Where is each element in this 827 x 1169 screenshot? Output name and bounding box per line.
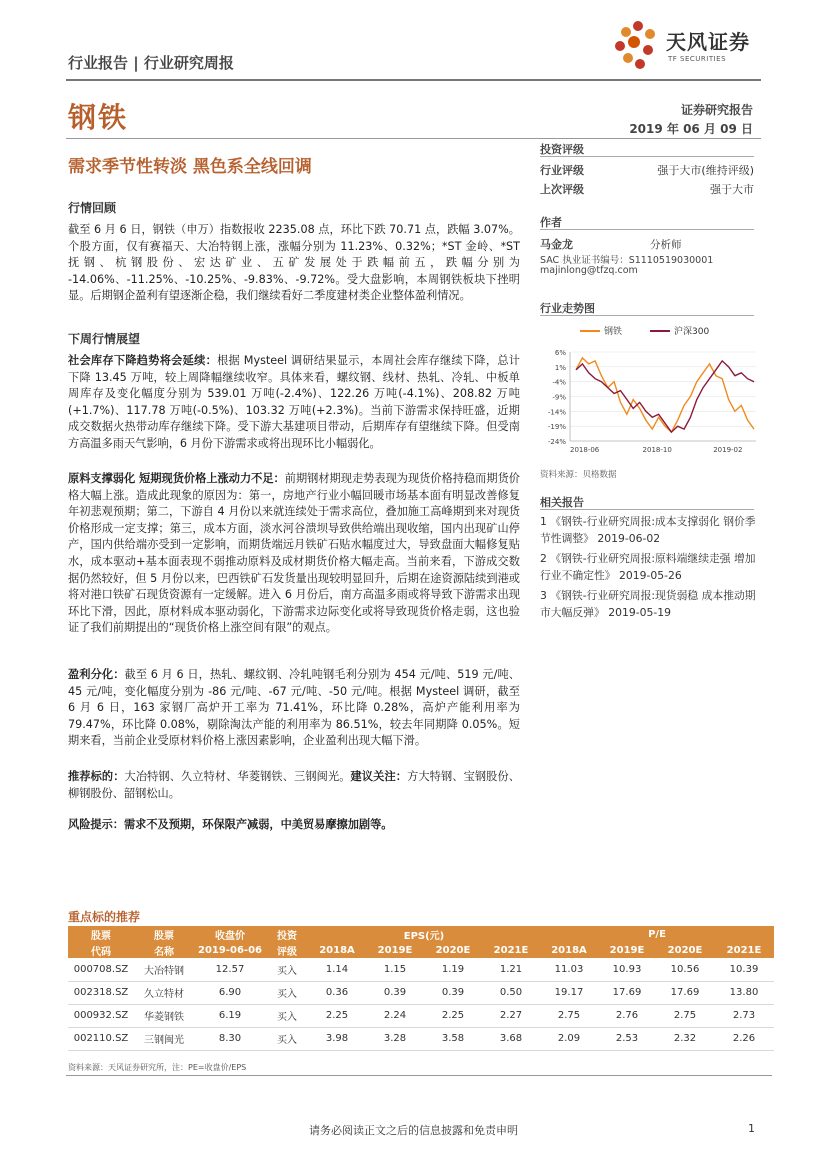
table-cell: 大冶特钢 bbox=[134, 958, 194, 981]
industry-title: 钢铁 bbox=[68, 101, 129, 134]
table-cell: 12.57 bbox=[194, 958, 266, 981]
author-email[interactable]: majinlong@tfzq.com bbox=[540, 265, 638, 276]
header-cell: 2019-06-06 bbox=[194, 942, 266, 958]
table-cell: 10.39 bbox=[714, 958, 774, 981]
table-cell: 10.56 bbox=[656, 958, 714, 981]
table-cell: 1.14 bbox=[308, 958, 366, 981]
header-cell: 评级 bbox=[266, 942, 308, 958]
table-cell: 2.25 bbox=[308, 1004, 366, 1027]
header-cell: 代码 bbox=[68, 942, 134, 958]
risk-paragraph bbox=[68, 817, 520, 834]
y-tick-label: -19% bbox=[547, 423, 566, 432]
table-cell: 2.24 bbox=[366, 1004, 424, 1027]
table-cell: 002110.SZ bbox=[68, 1027, 134, 1050]
rating-label: 行业评级 bbox=[540, 164, 584, 177]
table-cell: 买入 bbox=[266, 981, 308, 1004]
x-tick-label: 2019-02 bbox=[713, 446, 743, 454]
header-cell: 2018A bbox=[540, 942, 598, 958]
table-cell: 买入 bbox=[266, 1004, 308, 1027]
paragraph-lead: 推荐标的： bbox=[68, 770, 125, 783]
table-cell: 3.28 bbox=[366, 1027, 424, 1050]
table-row bbox=[68, 1027, 774, 1050]
paragraph-lead: 盈利分化： bbox=[68, 668, 125, 681]
table-cell: 2.25 bbox=[424, 1004, 482, 1027]
table-cell: 10.93 bbox=[598, 958, 656, 981]
header-cell: 股票 bbox=[134, 926, 194, 942]
chart-source: 资料来源：贝格数据 bbox=[540, 470, 617, 480]
table-cell: 3.68 bbox=[482, 1027, 540, 1050]
table-cell: 1.19 bbox=[424, 958, 482, 981]
author-cert: SAC 执业证书编号：S1110519030001 bbox=[540, 255, 714, 266]
sidebar-divider bbox=[540, 315, 754, 316]
table-cell: 002318.SZ bbox=[68, 981, 134, 1004]
table-cell: 6.19 bbox=[194, 1004, 266, 1027]
table-header-row bbox=[68, 942, 774, 958]
prev-rating-value: 强于大市 bbox=[710, 183, 754, 196]
table-cell: 2.27 bbox=[482, 1004, 540, 1027]
prev-rating-row bbox=[540, 181, 754, 197]
series-line-steel bbox=[576, 358, 754, 432]
header-cell: 投资 bbox=[266, 926, 308, 942]
industry-rating-row bbox=[540, 162, 754, 178]
related-report-link[interactable]: 1 《钢铁-行业研究周报:成本支撑弱化 钢价季节性调整》 2019-06-02 bbox=[540, 515, 756, 545]
author-name: 马金龙 bbox=[540, 238, 573, 251]
page-number: 1 bbox=[748, 1122, 755, 1135]
paragraph-lead: 社会库存下降趋势将会延续： bbox=[68, 354, 218, 367]
table-cell: 2.75 bbox=[656, 1004, 714, 1027]
y-tick-label: -4% bbox=[552, 378, 566, 387]
recommend-table bbox=[68, 926, 774, 1051]
table-cell: 11.03 bbox=[540, 958, 598, 981]
footer-divider bbox=[66, 1075, 772, 1076]
related-reports bbox=[540, 513, 756, 624]
section-title-outlook: 下周行情展望 bbox=[68, 332, 141, 346]
author-title: 作者 bbox=[540, 216, 562, 229]
industry-trend-chart bbox=[538, 320, 760, 460]
sidebar-divider bbox=[540, 156, 754, 157]
inventory-paragraph bbox=[68, 353, 520, 453]
rating-value: 强于大市(维持评级) bbox=[657, 164, 754, 177]
paragraph-lead: 原料支撑弱化 短期现货价格上涨动力不足： bbox=[68, 472, 285, 485]
table-cell: 3.98 bbox=[308, 1027, 366, 1050]
header-cell: 名称 bbox=[134, 942, 194, 958]
logo-text: 天风证券 bbox=[666, 30, 750, 54]
paragraph-body: 前期钢材期现走势表现为现货价格持稳而期货价格大幅上涨。造成此现象的原因为：第一，房地产行业小幅回暖市场基本面有明显改善修复年初悲观预期；第二，下游自 4 月份以来就连续处于需求高位，叠加施工高峰期到来对现货价格形成一定支撑；第三，成本方面，淡水河谷溃坝导致供给端出现收缩，国内出现矿山停产，国内供给端亦受到一定影响，而期货端远月铁矿石贴水幅度过大，导致盘面大幅修复贴水，成本驱动+基本面表现不弱推动原料及成材期货价格大幅走高。当前来看，下游成交数据仍然较好，但 5 月份以来，巴西铁矿石发货量出现较明显回升，后期在途资源陆续到港或将对港口铁矿石现货资源有一定缓解。进入 6 月份后，南方高温多雨或将导致下游需求出现环比下滑，因此，原材料成本驱动弱化，下游需求边际变化或将导致现货价格走弱，这也验证了我们前期提出的“现货价格上涨空间有限”的观点。 bbox=[68, 472, 520, 635]
table-cell: 买入 bbox=[266, 1027, 308, 1050]
table-cell: 三钢闽光 bbox=[134, 1027, 194, 1050]
recommend-paragraph bbox=[68, 769, 520, 802]
header-cell: 股票 bbox=[68, 926, 134, 942]
sidebar-divider bbox=[540, 229, 754, 230]
sidebar-divider bbox=[540, 509, 754, 510]
table-source: 资料来源：天风证券研究所，注：PE=收盘价/EPS bbox=[68, 1063, 247, 1072]
table-row bbox=[68, 981, 774, 1004]
y-tick-label: 6% bbox=[554, 349, 566, 357]
related-report-link[interactable]: 3 《钢铁-行业研究周报:现货弱稳 成本推动期市大幅反弹》 2019-05-19 bbox=[540, 589, 756, 619]
table-cell: 1.21 bbox=[482, 958, 540, 981]
table-cell: 13.80 bbox=[714, 981, 774, 1004]
header-cell: 2020E bbox=[424, 942, 482, 958]
x-tick-label: 2018-06 bbox=[570, 446, 600, 454]
table-cell: 0.39 bbox=[366, 981, 424, 1004]
table-cell: 0.39 bbox=[424, 981, 482, 1004]
logo-subtext: TF SECURITIES bbox=[668, 55, 727, 63]
table-cell: 0.36 bbox=[308, 981, 366, 1004]
table-cell: 2.75 bbox=[540, 1004, 598, 1027]
table-cell: 2.76 bbox=[598, 1004, 656, 1027]
related-report-link[interactable]: 2 《钢铁-行业研究周报:原料端继续走强 增加行业不确定性》 2019-05-26 bbox=[540, 552, 756, 582]
table-cell: 久立特材 bbox=[134, 981, 194, 1004]
table-cell: 000932.SZ bbox=[68, 1004, 134, 1027]
table-cell: 8.30 bbox=[194, 1027, 266, 1050]
tf-logo-icon bbox=[610, 18, 664, 76]
header-cell: EPS(元) bbox=[308, 926, 540, 942]
table-title: 重点标的推荐 bbox=[68, 910, 141, 924]
table-cell: 2.73 bbox=[714, 1004, 774, 1027]
table-cell: 2.26 bbox=[714, 1027, 774, 1050]
table-cell: 17.69 bbox=[656, 981, 714, 1004]
table-header-row bbox=[68, 926, 774, 942]
table-row bbox=[68, 958, 774, 981]
table-cell: 3.58 bbox=[424, 1027, 482, 1050]
table-cell: 0.50 bbox=[482, 981, 540, 1004]
rating-title: 投资评级 bbox=[540, 143, 584, 156]
page-title: 需求季节性转淡 黑色系全线回调 bbox=[68, 157, 312, 177]
table-cell: 000708.SZ bbox=[68, 958, 134, 981]
y-tick-label: -24% bbox=[547, 438, 566, 446]
y-tick-label: 1% bbox=[554, 363, 566, 372]
top-divider bbox=[66, 79, 761, 81]
review-paragraph: 截至 6 月 6 日，钢铁（申万）指数报收 2235.08 点，环比下跌 70.71 点，跌幅 3.07%。个股方面，仅有赛福天、大冶特钢上涨，涨幅分别为 11.23%、0.32%；*ST 金岭、*ST 抚钢、杭钢股份、宏达矿业、五矿发展处于跌幅前五，跌幅分别为 -14.06%、-11.25%、-10.25%、-9.83%、-9.72%。受大盘影响，本周钢铁板块下挫明显。后期钢企盈利有望逐渐企稳，我们继续看好二季度建材类企业整体盈利情况。 bbox=[68, 223, 520, 303]
trend-title: 行业走势图 bbox=[540, 302, 595, 315]
table-cell: 华菱钢铁 bbox=[134, 1004, 194, 1027]
prev-rating-label: 上次评级 bbox=[540, 183, 584, 196]
legend-label: 钢铁 bbox=[604, 327, 623, 337]
table-row bbox=[68, 1004, 774, 1027]
paragraph-body: 大冶特钢、久立特材、华菱钢铁、三钢闽光。 bbox=[124, 770, 351, 783]
table-cell: 6.90 bbox=[194, 981, 266, 1004]
header-cell: 2020E bbox=[656, 942, 714, 958]
legend-label: 沪深300 bbox=[674, 327, 710, 337]
author-role: 分析师 bbox=[650, 239, 682, 251]
table-cell: 2.09 bbox=[540, 1027, 598, 1050]
header-cell: 2019E bbox=[598, 942, 656, 958]
paragraph-body: 方大特钢、宝钢股份、柳钢股份、韶钢松山。 bbox=[68, 770, 520, 800]
paragraph-body: 截至 6 月 6 日，热轧、螺纹钢、冷轧吨钢毛利分别为 454 元/吨、519 元/吨、45 元/吨，变化幅度分别为 -86 元/吨、-67 元/吨、-50 元/吨。根据 Mysteel 调研，截至 6 月 6 日，163 家钢厂高炉开工率为 71.41%，环比降 0.28%，高炉产能利用率为 79.47%，环比降 0.08%，剔除淘汰产能的利用率为 86.51%，较去年同期降 0.05%。短期来看，当前企业受原材料价格上涨因素影响，企业盈利出现大幅下滑。 bbox=[68, 668, 520, 748]
table-cell: 1.15 bbox=[366, 958, 424, 981]
disclaimer-notice[interactable]: 请务必阅读正文之后的信息披露和免责申明 bbox=[309, 1124, 518, 1137]
table-cell: 买入 bbox=[266, 958, 308, 981]
raw-material-paragraph bbox=[68, 471, 520, 637]
y-tick-label: -14% bbox=[547, 408, 566, 417]
table-cell: 17.69 bbox=[598, 981, 656, 1004]
report-date: 2019 年 06 月 09 日 bbox=[629, 122, 753, 136]
title-divider bbox=[66, 138, 761, 139]
header-cell: 2021E bbox=[482, 942, 540, 958]
header-cell: 2019E bbox=[366, 942, 424, 958]
report-type: 证券研究报告 bbox=[680, 103, 753, 117]
x-tick-label: 2018-10 bbox=[642, 446, 672, 454]
table-cell: 19.17 bbox=[540, 981, 598, 1004]
breadcrumb: 行业报告 | 行业研究周报 bbox=[68, 54, 234, 72]
header-cell: P/E bbox=[540, 926, 774, 942]
table-cell: 2.32 bbox=[656, 1027, 714, 1050]
profit-paragraph bbox=[68, 667, 520, 750]
paragraph-body: 需求不及预期，环保限产减弱，中美贸易摩擦加剧等。 bbox=[123, 818, 393, 831]
header-cell: 2021E bbox=[714, 942, 774, 958]
paragraph-lead: 建议关注： bbox=[350, 770, 408, 783]
header-cell: 收盘价 bbox=[194, 926, 266, 942]
paragraph-body: 根据 Mysteel 调研结果显示，本周社会库存继续下降，总计下降 13.45 万吨，较上周降幅继续收窄。具体来看，螺纹钢、线材、热轧、冷轧、中板单周库存及变化幅度分别为 539.01 万吨(-2.4%)、122.26 万吨(-4.1%)、208.82 万吨(+1.7%)、117.78 万吨(-0.5%)、103.32 万吨(+2.3%)。当前下游需求保持旺盛，近期成交数据火热带动库存继续下降。受下游大基建项目带动，后期库存有望继续下降。但受南方高温多雨天气影响，6 月份下游需求或将出现环比小幅弱化。 bbox=[68, 354, 520, 450]
header-cell: 2018A bbox=[308, 942, 366, 958]
related-title: 相关报告 bbox=[540, 496, 584, 509]
table-cell: 2.53 bbox=[598, 1027, 656, 1050]
paragraph-lead: 风险提示： bbox=[68, 818, 124, 831]
section-title-review: 行情回顾 bbox=[68, 201, 117, 215]
y-tick-label: -9% bbox=[552, 393, 566, 402]
